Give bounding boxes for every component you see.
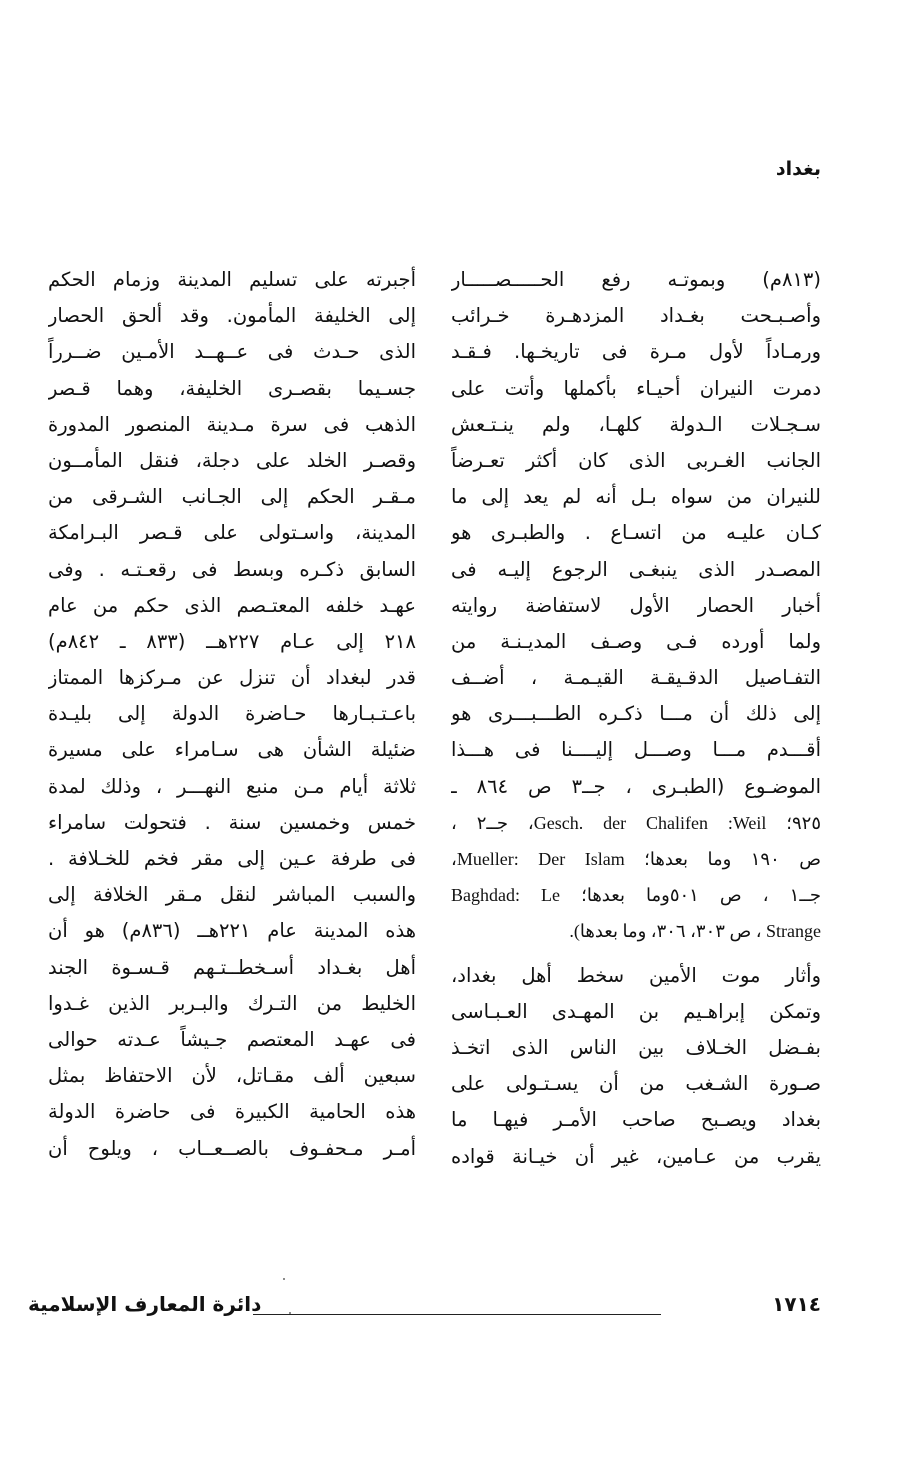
text-line: التفـاصيل الدقـيقـة القيـمـة ، أضــف [451, 666, 821, 690]
text-line: ٩٢٥؛ Gesch. der Chalifen :Weil، جــ٢ ، [451, 812, 821, 833]
text-line: عهـد خلفه المعتـصم الذى حكم من عام [48, 593, 416, 617]
text-line: دمرت النيران أحيـاء بأكملها وأتت على [451, 376, 821, 400]
text-line: صـورة الشـغب من أن يسـتـولى على [451, 1072, 821, 1096]
text-line: أقـــدم مـــا وصـــل إليــــنا فى هـــذا [451, 738, 821, 762]
text-line: وتمكن إبراهـيم بن المهـدى العـبـاسى [451, 999, 821, 1023]
text-line: سـجـلات الـدولة كلهـا، ولم ينـتـعش [451, 412, 821, 436]
text-line: قدر لبغداد أن تنزل عن مـركزها الممتاز [48, 666, 416, 690]
text-line: الموضـوع (الطبـرى ، جــ٣ ص ٨٦٤ ـ [451, 774, 821, 798]
text-line: المدينة، واسـتولى على قـصر البـرامكة [48, 521, 416, 545]
text-line: السابق ذكـره وبسط فى رقعـتـه . وفى [48, 557, 416, 581]
text-line: باعـتـبـارها حـاضرة الدولة إلى بليـدة [48, 702, 416, 726]
text-line: جــ١ ، ص ٥٠١وما بعدها؛ Baghdad: Le [451, 885, 821, 906]
text-line: الخليط من التـرك والبـربر الذين غـدوا [48, 991, 416, 1015]
speck-mark [283, 1278, 285, 1280]
text-line: الذهب فى سرة مـدينة المنصور المدورة [48, 412, 416, 436]
page-footer [28, 1292, 821, 1332]
text-line: بفـضل الخـلاف بين الناس الذى اتخـذ [451, 1035, 821, 1059]
text-line: ثلاثة أيام مـن منبع النهـــر ، وذلك لمدة [48, 774, 416, 798]
text-line: والسبب المباشر لنقل مـقر الخلافة إلى [48, 883, 416, 907]
text-line: وقصـر الخلد على دجلة، فنقل المأمــون [48, 448, 416, 472]
running-head: بغداد [775, 158, 821, 180]
text-line: إلى ذلك أن مـــا ذكـره الطـــبـــرى هو [451, 702, 821, 726]
text-line: ولما أورده فـى وصـف المديـنـة من [451, 629, 821, 653]
text-line: الجانب الغـربى الذى كان أكثر تعـرضاً [451, 448, 821, 472]
text-line: بغداد ويصـبح صاحب الأمـر فيهـا ما [451, 1108, 821, 1132]
text-line: كـان عليـه من اتسـاع . والطبـرى هو [451, 521, 821, 545]
text-line: هذه المدينة عام ٢٢١هــ (٨٣٦م) هو أن [48, 919, 416, 943]
journal-title: دائرة المعارف الإسلامية [28, 1292, 262, 1316]
text-line: وأصـبـحت بغـداد المزدهـرة خـرائب [451, 304, 821, 328]
text-line: مـقـر الحكم إلى الجـانب الشـرقى من [48, 485, 416, 509]
text-line: الذى حـدث فى عــهــد الأمـين ضــرراً [48, 340, 416, 364]
right-column [451, 262, 821, 1175]
text-line: سبعين ألف مقـاتل، لأن الاحتفاظ بمثل [48, 1064, 416, 1088]
text-line: جسـيما بقصـرى الخليفة، وهما قـصر [48, 376, 416, 400]
text-line: وأثار موت الأمين سخط أهل بغداد، [451, 963, 821, 987]
text-line: ص ١٩٠ وما بعدها؛ Mueller: Der Islam، [451, 849, 821, 869]
paragraph-gap [451, 950, 821, 958]
text-line: فى عهـد المعتصم جـيشاً عـدته حوالى [48, 1027, 416, 1051]
text-line: إلى الخليفة المأمون. وقد ألحق الحصار [48, 304, 416, 328]
text-line: (٨١٣م) وبموتـه رفع الحـــــصـــــار [451, 268, 821, 291]
text-line: ورمـاداً لأول مـرة فى تاريخـها. فـقـد [451, 340, 821, 364]
text-line: فى طرفة عـين إلى مقر فخم للخـلافة . [48, 847, 416, 870]
text-line: أجبرته على تسليم المدينة وزمام الحكم [48, 268, 416, 291]
text-line: يقرب من عـامين، غير أن خيـانة قواده [451, 1144, 821, 1168]
text-line: المصـدر الذى ينبغـى الرجوع إليـه فى [451, 557, 821, 581]
text-line: خمس وخمسين سنة . فتحولت سامراء [48, 810, 416, 834]
text-line: أخبار الحصار الأول لاستفاضة روايته [451, 593, 821, 617]
speck-mark [289, 1312, 291, 1314]
text-line: ضئيلة الشأن هى سـامراء على مسيرة [48, 738, 416, 762]
text-line: أهل بغـداد أسـخطــتـهم قـسـوة الجند [48, 955, 416, 979]
text-line: ٢١٨ إلى عـام ٢٢٧هــ (٨٣٣ ـ ٨٤٢م) [48, 629, 416, 653]
text-line: هذه الحامية الكبيرة فى حاضرة الدولة [48, 1100, 416, 1124]
text-line: للنيران من سواه بـل أنه لم يعد إلى ما [451, 485, 821, 509]
text-line: أمـر مـحفـوف بالصــعــاب ، ويلوح أن [48, 1136, 416, 1160]
footer-rule [253, 1314, 661, 1315]
text-line: Strange ، ص ٣٠٣، ٣٠٦، وما بعدها). [569, 921, 821, 942]
left-column [48, 262, 416, 1167]
page-number: ١٧١٤ [772, 1292, 821, 1316]
